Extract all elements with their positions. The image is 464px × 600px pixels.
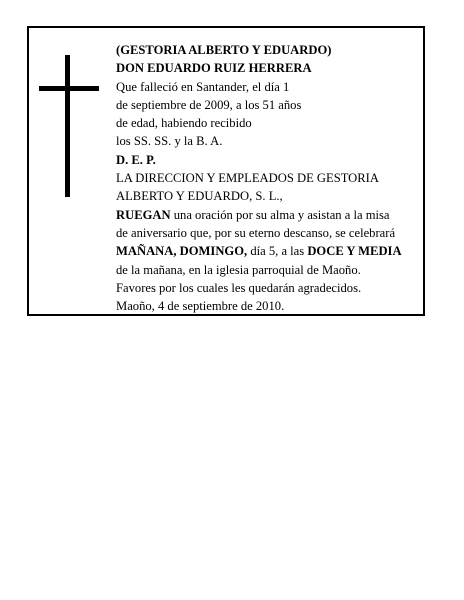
notice-line: [116, 151, 428, 169]
notice-segment: de la mañana, en la iglesia parroquial de Maoño.: [116, 262, 361, 277]
cross-horizontal-bar: [39, 86, 99, 91]
notice-line: [116, 96, 428, 114]
notice-line: [116, 224, 428, 242]
notice-segment: día 5, a las: [247, 244, 308, 259]
notice-segment: una oración por su alma y asistan a la misa: [170, 207, 390, 222]
cross-vertical-bar: [65, 55, 70, 197]
notice-segment: de septiembre de 2009, a los 51 años: [116, 97, 302, 112]
notice-line: [116, 78, 428, 96]
notice-line: [116, 261, 428, 279]
notice-segment: los SS. SS. y la B. A.: [116, 134, 223, 149]
notice-segment: de aniversario que, por su eterno descanso, se celebrará: [116, 225, 396, 240]
notice-line: [116, 114, 428, 132]
notice-line: [116, 187, 428, 205]
notice-segment: de edad, habiendo recibido: [116, 116, 252, 131]
notice-segment: Favores por los cuales les quedarán agradecidos.: [116, 280, 362, 295]
notice-line: [116, 41, 428, 59]
notice-text: [116, 41, 428, 315]
notice-segment: D. E. P.: [116, 152, 156, 167]
notice-line: [116, 169, 428, 187]
notice-segment: (GESTORIA ALBERTO Y EDUARDO): [116, 43, 332, 57]
notice-segment: Que falleció en Santander, el día 1: [116, 79, 290, 94]
latin-cross-icon: [39, 55, 99, 197]
notice-segment: ALBERTO Y EDUARDO, S. L.,: [116, 189, 283, 204]
notice-line: [116, 242, 428, 260]
notice-segment: Maoño, 4 de septiembre de 2010.: [116, 299, 285, 314]
obituary-notice: [27, 26, 425, 316]
notice-segment: DOCE Y MEDIA: [307, 244, 402, 259]
notice-segment: MAÑANA, DOMINGO,: [116, 244, 248, 259]
notice-line: [116, 132, 428, 150]
notice-line: [116, 206, 428, 224]
notice-segment: RUEGAN: [116, 207, 171, 222]
notice-segment: DON EDUARDO RUIZ HERRERA: [116, 61, 312, 76]
notice-line: [116, 279, 428, 297]
notice-line: [116, 297, 428, 315]
notice-line: [116, 59, 428, 77]
notice-segment: LA DIRECCION Y EMPLEADOS DE GESTORIA: [116, 171, 379, 186]
